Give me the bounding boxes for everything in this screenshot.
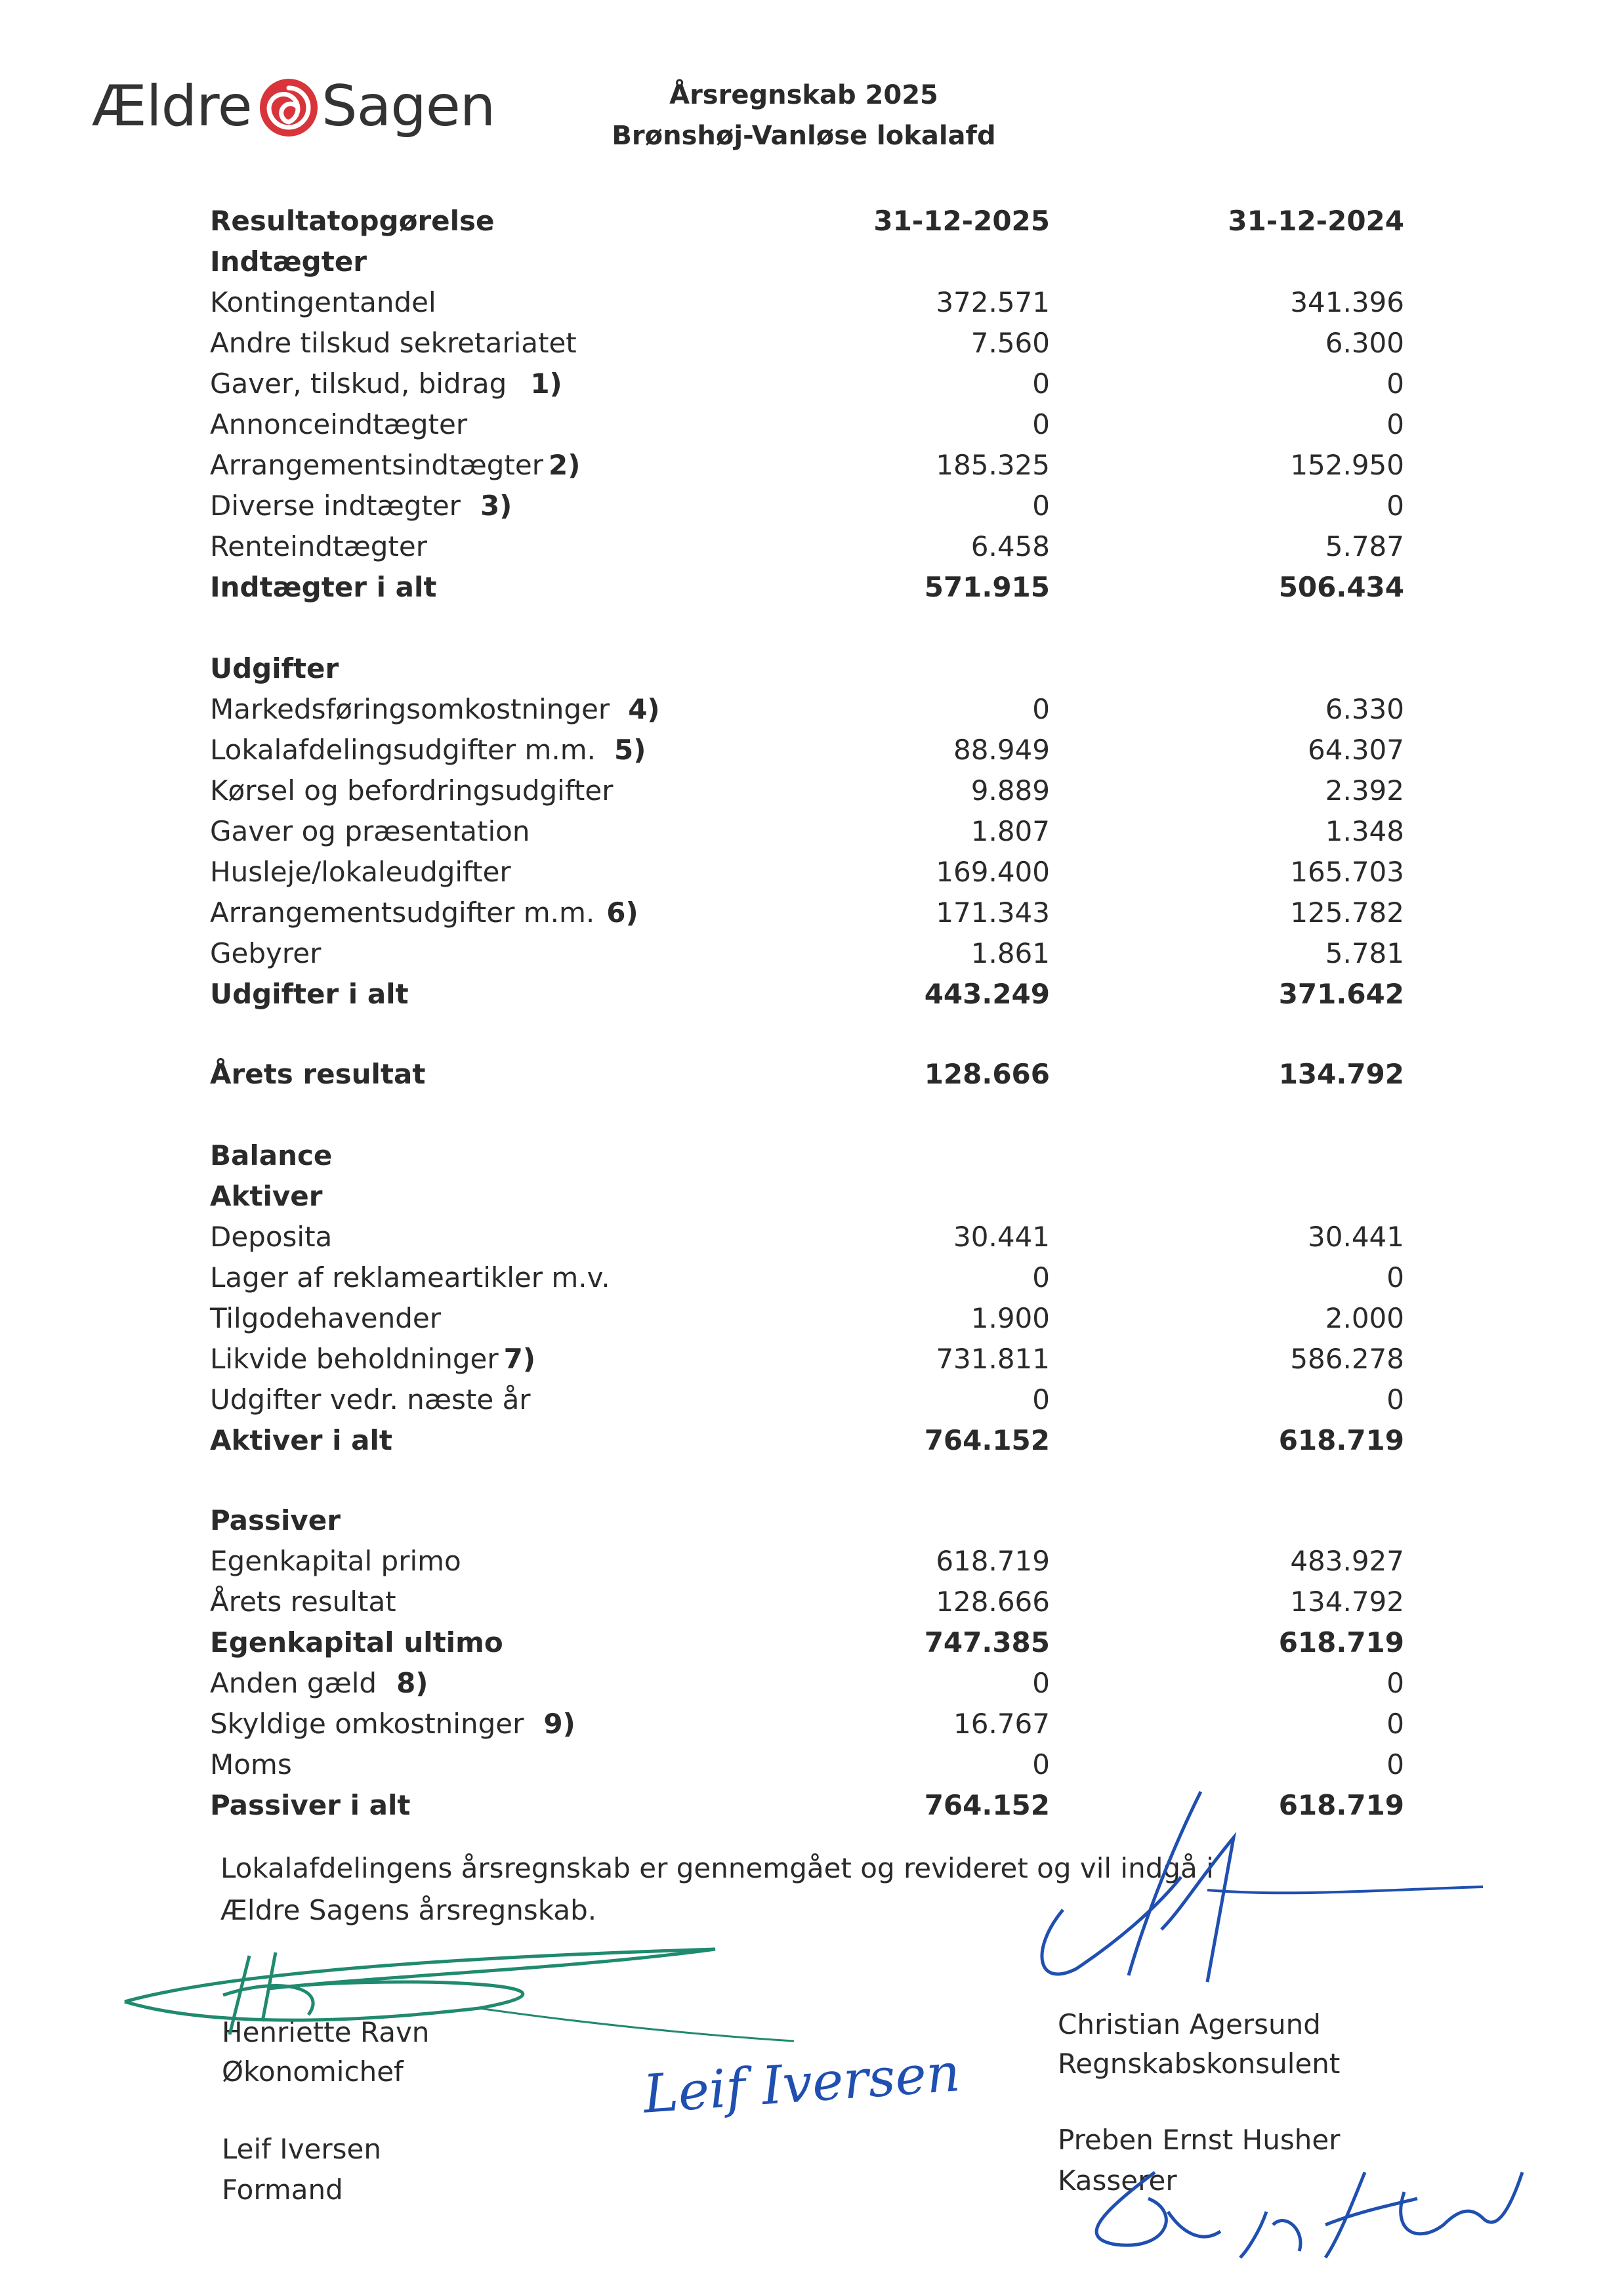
value-2024: 6.330: [1325, 693, 1404, 725]
signature-henriette: [112, 1929, 801, 2048]
value-2024: 134.792: [1278, 1058, 1404, 1090]
value-2025: 171.343: [936, 896, 1050, 929]
value-2025: 443.249: [924, 978, 1050, 1010]
document-title: Årsregnskab 2025: [669, 80, 938, 110]
signatory-role: Formand: [222, 2174, 343, 2206]
value-2025: 764.152: [924, 1789, 1050, 1821]
row-label: Egenkapital primo: [210, 1545, 461, 1577]
value-2024: 64.307: [1308, 734, 1404, 766]
table-row: [210, 1343, 1404, 1382]
table-row: [210, 286, 1404, 326]
income-total-row: [210, 571, 1404, 610]
row-label: Gaver, tilskud, bidrag 1): [210, 368, 562, 400]
value-2024: 6.300: [1325, 327, 1404, 359]
value-2024: 134.792: [1290, 1586, 1404, 1618]
liabilities-heading-row: [210, 1504, 1404, 1544]
table-row: [210, 815, 1404, 854]
handwritten-signature-leif: Leif Iversen: [641, 2042, 963, 2125]
balance-heading-row: [210, 1139, 1404, 1179]
table-row: [210, 368, 1404, 407]
value-2025: 128.666: [924, 1058, 1050, 1090]
expenses-total-row: [210, 978, 1404, 1017]
row-label: Passiver i alt: [210, 1789, 411, 1821]
value-2024: 0: [1386, 368, 1404, 400]
value-2025: 128.666: [936, 1586, 1050, 1618]
row-label: Skyldige omkostninger 9): [210, 1708, 575, 1740]
table-row: [210, 1626, 1404, 1666]
value-2024: 0: [1386, 1708, 1404, 1740]
value-2024: 30.441: [1308, 1221, 1404, 1253]
footnote-ref: 4): [628, 693, 660, 725]
row-label: Kontingentandel: [210, 286, 436, 318]
row-label: Aktiver i alt: [210, 1424, 392, 1456]
assets-heading: Aktiver: [210, 1180, 323, 1212]
signatory-name: Christian Agersund: [1058, 2008, 1321, 2040]
assets-total-row: [210, 1424, 1404, 1464]
value-2025: 1.900: [970, 1302, 1050, 1334]
value-2025: 1.807: [970, 815, 1050, 847]
table-row: [210, 774, 1404, 814]
balance-heading: Balance: [210, 1139, 333, 1171]
value-2024: 152.950: [1290, 449, 1404, 481]
value-2025: 764.152: [924, 1424, 1050, 1456]
value-2024: 586.278: [1290, 1343, 1404, 1375]
value-2024: 618.719: [1278, 1789, 1404, 1821]
value-2025: 0: [1032, 693, 1050, 725]
signatory-role: Kasserer: [1058, 2164, 1177, 2197]
row-label: Årets resultat: [210, 1586, 396, 1618]
footnote-ref: 5): [614, 734, 646, 766]
table-row: [210, 1302, 1404, 1341]
signature-christian: [1010, 1779, 1483, 2002]
value-2024: 0: [1386, 1748, 1404, 1781]
row-label: Udgifter vedr. næste år: [210, 1383, 531, 1416]
expenses-heading: Udgifter: [210, 652, 339, 685]
table-row: [210, 896, 1404, 936]
value-2024: 0: [1386, 1383, 1404, 1416]
row-label: Årets resultat: [210, 1058, 426, 1090]
table-row: [210, 734, 1404, 773]
value-2025: 618.719: [936, 1545, 1050, 1577]
income-heading-row: [210, 245, 1404, 285]
value-2024: 371.642: [1278, 978, 1404, 1010]
signatory-name: Preben Ernst Husher: [1058, 2124, 1341, 2156]
table-row: [210, 1261, 1404, 1301]
value-2024: 506.434: [1278, 571, 1404, 603]
row-label: Diverse indtægter 3): [210, 490, 512, 522]
result-row: [210, 1058, 1404, 1097]
logo-wordmark-part2: Sagen: [322, 74, 495, 139]
table-row: [210, 530, 1404, 570]
column-2025: 31-12-2025: [873, 205, 1050, 237]
income-heading: Indtægter: [210, 245, 367, 278]
table-row: [210, 327, 1404, 366]
table-row: [210, 1545, 1404, 1584]
row-label: Markedsføringsomkostninger 4): [210, 693, 660, 725]
assets-heading-row: [210, 1180, 1404, 1219]
audit-statement-line1: Lokalafdelingens årsregnskab er gennemgået og revideret og vil indgå i: [220, 1852, 1214, 1884]
row-label: Gebyrer: [210, 937, 322, 969]
value-2024: 2.000: [1325, 1302, 1404, 1334]
row-label: Gaver og præsentation: [210, 815, 530, 847]
footnote-ref: 1): [530, 368, 562, 400]
table-row: [210, 1586, 1404, 1625]
row-label: Deposita: [210, 1221, 333, 1253]
value-2025: 0: [1032, 1748, 1050, 1781]
row-label: Tilgodehavender: [210, 1302, 441, 1334]
row-label: Andre tilskud sekretariatet: [210, 327, 577, 359]
table-row: [210, 408, 1404, 448]
value-2024: 0: [1386, 408, 1404, 440]
value-2025: 0: [1032, 1383, 1050, 1416]
row-label: Renteindtægter: [210, 530, 427, 562]
table-row: [210, 1667, 1404, 1706]
audit-statement-line2: Ældre Sagens årsregnskab.: [220, 1894, 597, 1926]
expenses-heading-row: [210, 652, 1404, 692]
row-label: Moms: [210, 1748, 292, 1781]
value-2025: 747.385: [924, 1626, 1050, 1658]
column-2024: 31-12-2024: [1228, 205, 1404, 237]
signatory-role: Økonomichef: [222, 2055, 404, 2088]
signatory-role: Regnskabskonsulent: [1058, 2048, 1341, 2080]
table-row: [210, 1221, 1404, 1260]
table-row: [210, 693, 1404, 732]
value-2025: 169.400: [936, 856, 1050, 888]
footnote-ref: 7): [503, 1343, 536, 1375]
swirl-logo-icon: [256, 75, 322, 140]
value-2025: 0: [1032, 408, 1050, 440]
value-2025: 571.915: [924, 571, 1050, 603]
value-2024: 125.782: [1290, 896, 1404, 929]
value-2025: 0: [1032, 490, 1050, 522]
value-2024: 5.781: [1325, 937, 1404, 969]
footnote-ref: 3): [480, 490, 512, 522]
logo-wordmark-part1: Ældre: [92, 74, 252, 139]
footnote-ref: 9): [543, 1708, 575, 1740]
value-2024: 483.927: [1290, 1545, 1404, 1577]
value-2024: 0: [1386, 490, 1404, 522]
footnote-ref: 6): [606, 896, 638, 929]
row-label: Anden gæld 8): [210, 1667, 428, 1699]
table-row: [210, 449, 1404, 488]
value-2024: 0: [1386, 1667, 1404, 1699]
table-row: [210, 937, 1404, 977]
statement-heading: Resultatopgørelse: [210, 205, 495, 237]
row-label: Arrangementsudgifter m.m. 6): [210, 896, 638, 929]
value-2025: 6.458: [970, 530, 1050, 562]
value-2025: 0: [1032, 1667, 1050, 1699]
table-row: [210, 1383, 1404, 1423]
row-label: Lager af reklameartikler m.v.: [210, 1261, 610, 1294]
row-label: Likvide beholdninger 7): [210, 1343, 536, 1375]
document-subtitle: Brønshøj-Vanløse lokalafd: [612, 121, 996, 151]
row-label: Indtægter i alt: [210, 571, 437, 603]
value-2024: 0: [1386, 1261, 1404, 1294]
value-2025: 372.571: [936, 286, 1050, 318]
row-label: Egenkapital ultimo: [210, 1626, 503, 1658]
table-row: [210, 490, 1404, 529]
signatory-name: Henriette Ravn: [222, 2016, 430, 2048]
value-2025: 0: [1032, 1261, 1050, 1294]
liabilities-heading: Passiver: [210, 1504, 341, 1536]
value-2024: 341.396: [1290, 286, 1404, 318]
value-2025: 185.325: [936, 449, 1050, 481]
row-label: Annonceindtægter: [210, 408, 468, 440]
signatory-name: Leif Iversen: [222, 2133, 381, 2165]
row-label: Husleje/lokaleudgifter: [210, 856, 511, 888]
value-2025: 1.861: [970, 937, 1050, 969]
row-label: Lokalafdelingsudgifter m.m. 5): [210, 734, 646, 766]
value-2025: 731.811: [936, 1343, 1050, 1375]
value-2025: 9.889: [970, 774, 1050, 807]
value-2025: 30.441: [953, 1221, 1050, 1253]
row-label: Udgifter i alt: [210, 978, 409, 1010]
value-2024: 1.348: [1325, 815, 1404, 847]
value-2024: 2.392: [1325, 774, 1404, 807]
value-2025: 88.949: [953, 734, 1050, 766]
value-2024: 618.719: [1278, 1424, 1404, 1456]
value-2024: 618.719: [1278, 1626, 1404, 1658]
value-2025: 0: [1032, 368, 1050, 400]
aeldre-sagen-logo: [92, 66, 499, 151]
value-2024: 165.703: [1290, 856, 1404, 888]
row-label: Arrangementsindtægter 2): [210, 449, 581, 481]
table-row: [210, 1708, 1404, 1747]
footnote-ref: 8): [396, 1667, 428, 1699]
table-row: [210, 856, 1404, 895]
row-label: Kørsel og befordringsudgifter: [210, 774, 614, 807]
value-2025: 7.560: [970, 327, 1050, 359]
signature-preben: [1050, 2133, 1535, 2271]
value-2024: 5.787: [1325, 530, 1404, 562]
column-header-row: [210, 205, 1404, 244]
footnote-ref: 2): [549, 449, 581, 481]
value-2025: 16.767: [953, 1708, 1050, 1740]
